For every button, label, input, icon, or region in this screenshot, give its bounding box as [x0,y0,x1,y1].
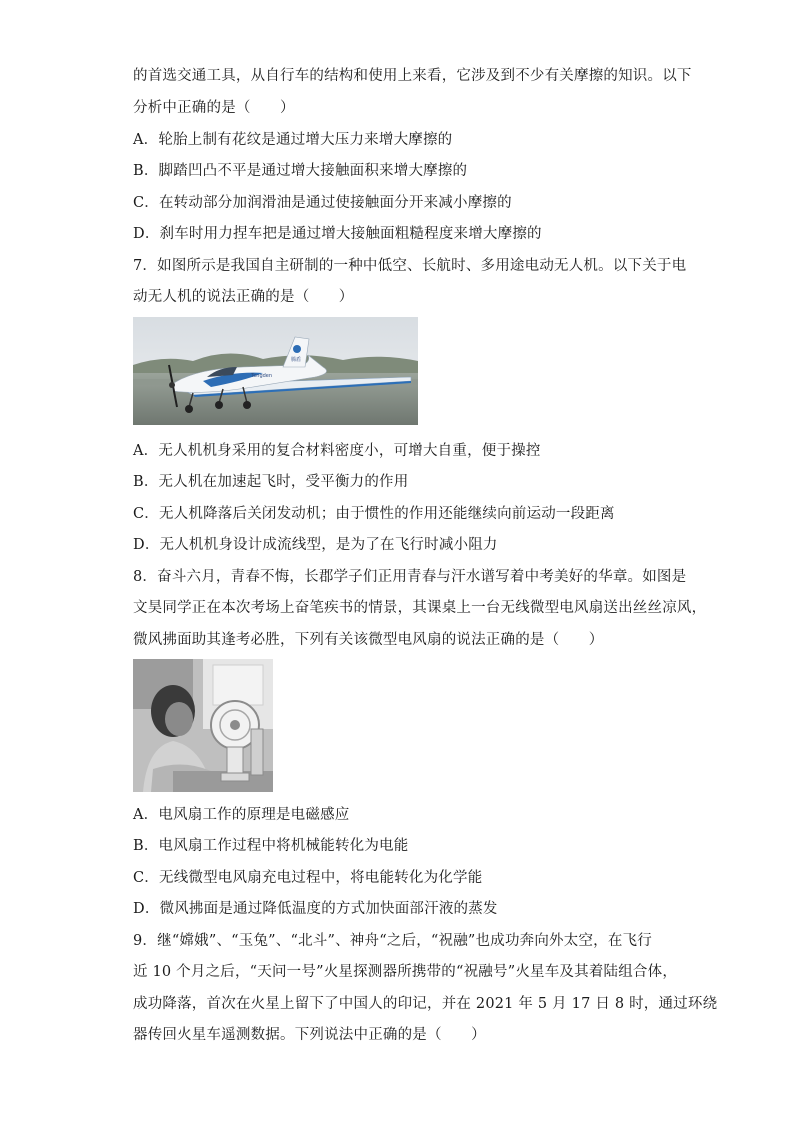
q9-stem-line-1: 9．继“嫦娥”、“玉兔”、“北斗”、神舟“之后，“祝融”也成功奔向外太空，在飞行 [133,933,652,949]
q8-option-b: B．电风扇工作过程中将机械能转化为电能 [133,838,409,854]
q8-stem-line-1: 8．奋斗六月，青春不悔，长郡学子们正用青春与汗水谱写着中考美好的华章。如图是 [133,569,687,585]
q9-stem-line-2: 近 10 个月之后，“天问一号”火星探测器所携带的“祝融号”火星车及其着陆组合体， [133,964,678,980]
q8-option-d: D．微风拂面是通过降低温度的方式加快面部汗液的蒸发 [133,901,498,917]
q6-stem-line-1: 的首选交通工具，从自行车的结构和使用上来看，它涉及到不少有关摩擦的知识。以下 [133,68,692,84]
q6-option-b: B．脚踏凹凸不平是通过增大接触面积来增大摩擦的 [133,163,468,179]
q7-stem-line-2: 动无人机的说法正确的是（ ） [133,289,354,305]
q6-option-a: A．轮胎上制有花纹是通过增大压力来增大摩擦的 [133,132,453,148]
q7-option-d: D．无人机机身设计成流线型，是为了在飞行时减小阻力 [133,537,498,553]
q6-option-d: D．刹车时用力捏车把是通过增大接触面粗糙程度来增大摩擦的 [133,226,542,242]
drone-photo [133,317,418,425]
q9-stem-line-4: 器传回火星车遥测数据。下列说法中正确的是（ ） [133,1027,486,1043]
q7-stem-line-1: 7．如图所示是我国自主研制的一种中低空、长航时、多用途电动无人机。以下关于电 [133,258,687,274]
tail-logo-text: 腾盾 [291,357,302,363]
q7-option-a: A．无人机机身采用的复合材料密度小，可增大自重，便于操控 [133,443,541,459]
q8-stem-line-3: 微风拂面助其逢考必胜，下列有关该微型电风扇的说法正确的是（ ） [133,632,604,648]
q7-option-b: B．无人机在加速起飞时，受平衡力的作用 [133,474,409,490]
fuselage-logo-text: Tengden [251,373,273,379]
q9-stem-line-3: 成功降落，首次在火星上留下了中国人的印记，并在 2021 年 5 月 17 日 8 时，通过环绕 [133,996,718,1012]
q8-option-a: A．电风扇工作的原理是电磁感应 [133,807,350,823]
q8-option-c: C．无线微型电风扇充电过程中，将电能转化为化学能 [133,870,483,886]
q6-option-c: C．在转动部分加润滑油是通过使接触面分开来减小摩擦的 [133,195,512,211]
student-fan-photo [133,659,273,792]
q8-stem-line-2: 文昊同学正在本次考场上奋笔疾书的情景，其课桌上一台无线微型电风扇送出丝丝凉风， [133,600,707,616]
q7-option-c: C．无人机降落后关闭发动机；由于惯性的作用还能继续向前运动一段距离 [133,506,615,522]
q6-stem-line-2: 分析中正确的是（ ） [133,100,295,116]
